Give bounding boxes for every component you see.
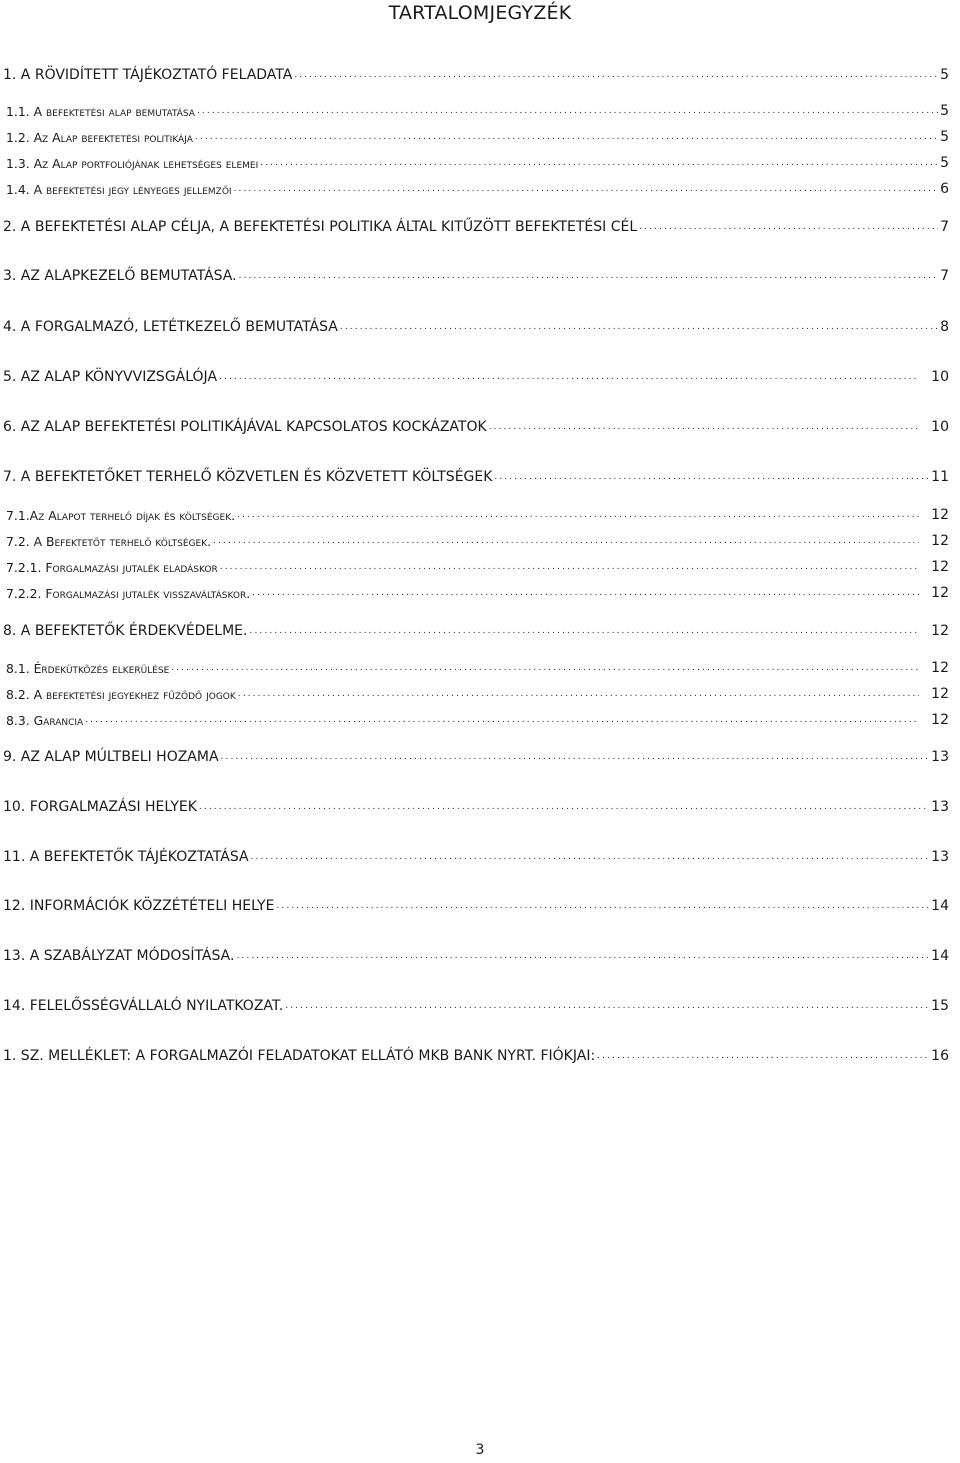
toc-entry-page: 11	[931, 468, 949, 485]
toc-entry-7-2-1[interactable]	[6, 553, 949, 575]
toc-entry-label: 11. A BEFEKTETŐK TÁJÉKOZTATÁSA	[3, 848, 249, 865]
toc-entry-page: 10	[931, 368, 949, 385]
toc-entry-12[interactable]	[3, 892, 949, 914]
toc-leader-dots	[219, 373, 919, 382]
toc-entry-page: 5	[940, 128, 949, 145]
toc-entry-page: 6	[940, 180, 949, 197]
toc-entry-label: 9. AZ ALAP MÚLTBELI HOZAMA	[3, 748, 219, 765]
toc-leader-dots	[285, 1002, 929, 1011]
toc-entry-3[interactable]	[3, 262, 949, 284]
toc-leader-dots	[197, 107, 938, 116]
toc-entry-annex-1[interactable]	[3, 1042, 949, 1064]
toc-leader-dots	[237, 511, 919, 520]
toc-entry-label: 8.2. A befektetési jegyekhez fűződő jogok	[6, 687, 236, 703]
toc-entry-8-2[interactable]	[6, 680, 949, 702]
toc-entry-page: 5	[940, 66, 949, 83]
toc-entry-label: 14. FELELŐSSÉGVÁLLALÓ NYILATKOZAT.	[3, 997, 284, 1014]
toc-entry-page: 7	[940, 267, 949, 284]
toc-entry-label: 10. FORGALMAZÁSI HELYEK	[3, 798, 197, 815]
toc-entry-11[interactable]	[3, 843, 949, 865]
toc-entry-5[interactable]	[3, 363, 949, 385]
toc-entry-label: 1.1. A befektetési alap bemutatása	[6, 104, 195, 120]
toc-entry-label: 1.2. Az Alap befektetési politikája	[6, 130, 193, 146]
toc-leader-dots	[276, 902, 929, 911]
toc-entry-label: 3. AZ ALAPKEZELŐ BEMUTATÁSA.	[3, 267, 237, 284]
toc-entry-1-3[interactable]	[6, 149, 949, 171]
toc-entry-4[interactable]	[3, 313, 949, 335]
toc-entry-page: 12	[931, 584, 949, 601]
toc-entry-1-2[interactable]	[6, 123, 949, 145]
toc-entry-1[interactable]	[3, 61, 949, 83]
toc-entry-8[interactable]	[3, 617, 949, 639]
toc-leader-dots	[221, 753, 930, 762]
toc-entry-7-2-2[interactable]	[6, 579, 949, 601]
toc-leader-dots	[260, 159, 938, 168]
toc-leader-dots	[597, 1052, 929, 1061]
toc-entry-page: 13	[931, 798, 949, 815]
toc-entry-label: 8.1. Érdekütközés elkerülése	[6, 661, 170, 677]
toc-leader-dots	[171, 664, 919, 673]
toc-leader-dots	[236, 952, 929, 961]
page-number: 3	[475, 1442, 485, 1458]
toc-title: TARTALOMJEGYZÉK	[388, 2, 572, 24]
toc-leader-dots	[238, 690, 919, 699]
toc-leader-dots	[199, 803, 929, 812]
toc-entry-label: 1. SZ. MELLÉKLET: A FORGALMAZÓI FELADATOKAT ELLÁTÓ MKB BANK NYRT. FIÓKJAI:	[3, 1047, 596, 1064]
toc-entry-10[interactable]	[3, 793, 949, 815]
toc-entry-label: 7. A BEFEKTETŐKET TERHELŐ KÖZVETLEN ÉS KÖZVETETT KÖLTSÉGEK	[3, 468, 493, 485]
toc-entry-label: 7.2.1. Forgalmazási jutalék eladáskor	[6, 560, 218, 576]
toc-entry-label: 7.2. A Befektetőt terhelő költségek.	[6, 534, 212, 550]
toc-entry-14[interactable]	[3, 992, 949, 1014]
toc-leader-dots	[249, 627, 919, 636]
toc-leader-dots	[294, 71, 938, 80]
toc-entry-page: 12	[931, 622, 949, 639]
toc-entry-7-2[interactable]	[6, 527, 949, 549]
toc-entry-page: 8	[940, 318, 949, 335]
toc-entry-label: 7.2.2. Forgalmazási jutalék visszaváltáskor.	[6, 586, 251, 602]
toc-entry-page: 14	[931, 947, 949, 964]
toc-entry-9[interactable]	[3, 743, 949, 765]
toc-leader-dots	[639, 223, 938, 232]
toc-leader-dots	[85, 716, 919, 725]
toc-entry-page: 5	[940, 154, 949, 171]
toc-entry-page: 10	[931, 418, 949, 435]
toc-entry-label: 1.3. Az Alap portfoliójának lehetséges elemei	[6, 156, 259, 172]
toc-entry-7-1[interactable]	[6, 501, 949, 523]
toc-entry-page: 12	[931, 685, 949, 702]
toc-leader-dots	[213, 537, 919, 546]
toc-leader-dots	[494, 473, 929, 482]
toc-leader-dots	[234, 185, 939, 194]
toc-entry-page: 15	[931, 997, 949, 1014]
toc-entry-page: 13	[931, 748, 949, 765]
toc-entry-6[interactable]	[3, 413, 949, 435]
toc-entry-page: 7	[940, 218, 949, 235]
toc-entry-page: 12	[931, 532, 949, 549]
toc-entry-8-1[interactable]	[6, 654, 949, 676]
toc-entry-page: 12	[931, 506, 949, 523]
toc-entry-label: 13. A SZABÁLYZAT MÓDOSÍTÁSA.	[3, 947, 235, 964]
toc-leader-dots	[220, 563, 919, 572]
toc-entry-page: 5	[940, 102, 949, 119]
toc-entry-13[interactable]	[3, 942, 949, 964]
toc-leader-dots	[239, 272, 939, 281]
toc-entry-label: 1. A RÖVIDÍTETT TÁJÉKOZTATÓ FELADATA	[3, 66, 293, 83]
toc-entry-page: 14	[931, 897, 949, 914]
toc-entry-page: 12	[931, 711, 949, 728]
toc-leader-dots	[489, 423, 920, 432]
toc-entry-page: 13	[931, 848, 949, 865]
toc-leader-dots	[251, 853, 930, 862]
toc-entry-label: 5. AZ ALAP KÖNYVVIZSGÁLÓJA	[3, 368, 218, 385]
toc-entry-1-4[interactable]	[6, 175, 949, 197]
toc-entry-label: 2. A BEFEKTETÉSI ALAP CÉLJA, A BEFEKTETÉSI POLITIKA ÁLTAL KITŰZÖTT BEFEKTETÉSI CÉL	[3, 218, 638, 235]
toc-entry-label: 12. INFORMÁCIÓK KÖZZÉTÉTELI HELYE	[3, 897, 275, 914]
toc-leader-dots	[195, 133, 938, 142]
toc-entry-label: 1.4. A befektetési jegy lényeges jellemzői	[6, 182, 232, 198]
toc-entry-label: 8.3. Garancia	[6, 713, 84, 729]
toc-leader-dots	[340, 323, 938, 332]
toc-leader-dots	[252, 589, 919, 598]
toc-entry-page: 12	[931, 558, 949, 575]
toc-entry-label: 4. A FORGALMAZÓ, LETÉTKEZELŐ BEMUTATÁSA	[3, 318, 338, 335]
toc-entry-page: 12	[931, 659, 949, 676]
toc-entry-page: 16	[931, 1047, 949, 1064]
toc-entry-1-1[interactable]	[6, 97, 949, 119]
toc-entry-2[interactable]	[3, 213, 949, 235]
toc-entry-8-3[interactable]	[6, 706, 949, 728]
toc-entry-label: 8. A BEFEKTETŐK ÉRDEKVÉDELME.	[3, 622, 248, 639]
toc-entry-7[interactable]	[3, 463, 949, 485]
toc-entry-label: 7.1.Az Alapot terhelő díjak és költségek.	[6, 508, 236, 524]
toc-entry-label: 6. AZ ALAP BEFEKTETÉSI POLITIKÁJÁVAL KAPCSOLATOS KOCKÁZATOK	[3, 418, 487, 435]
